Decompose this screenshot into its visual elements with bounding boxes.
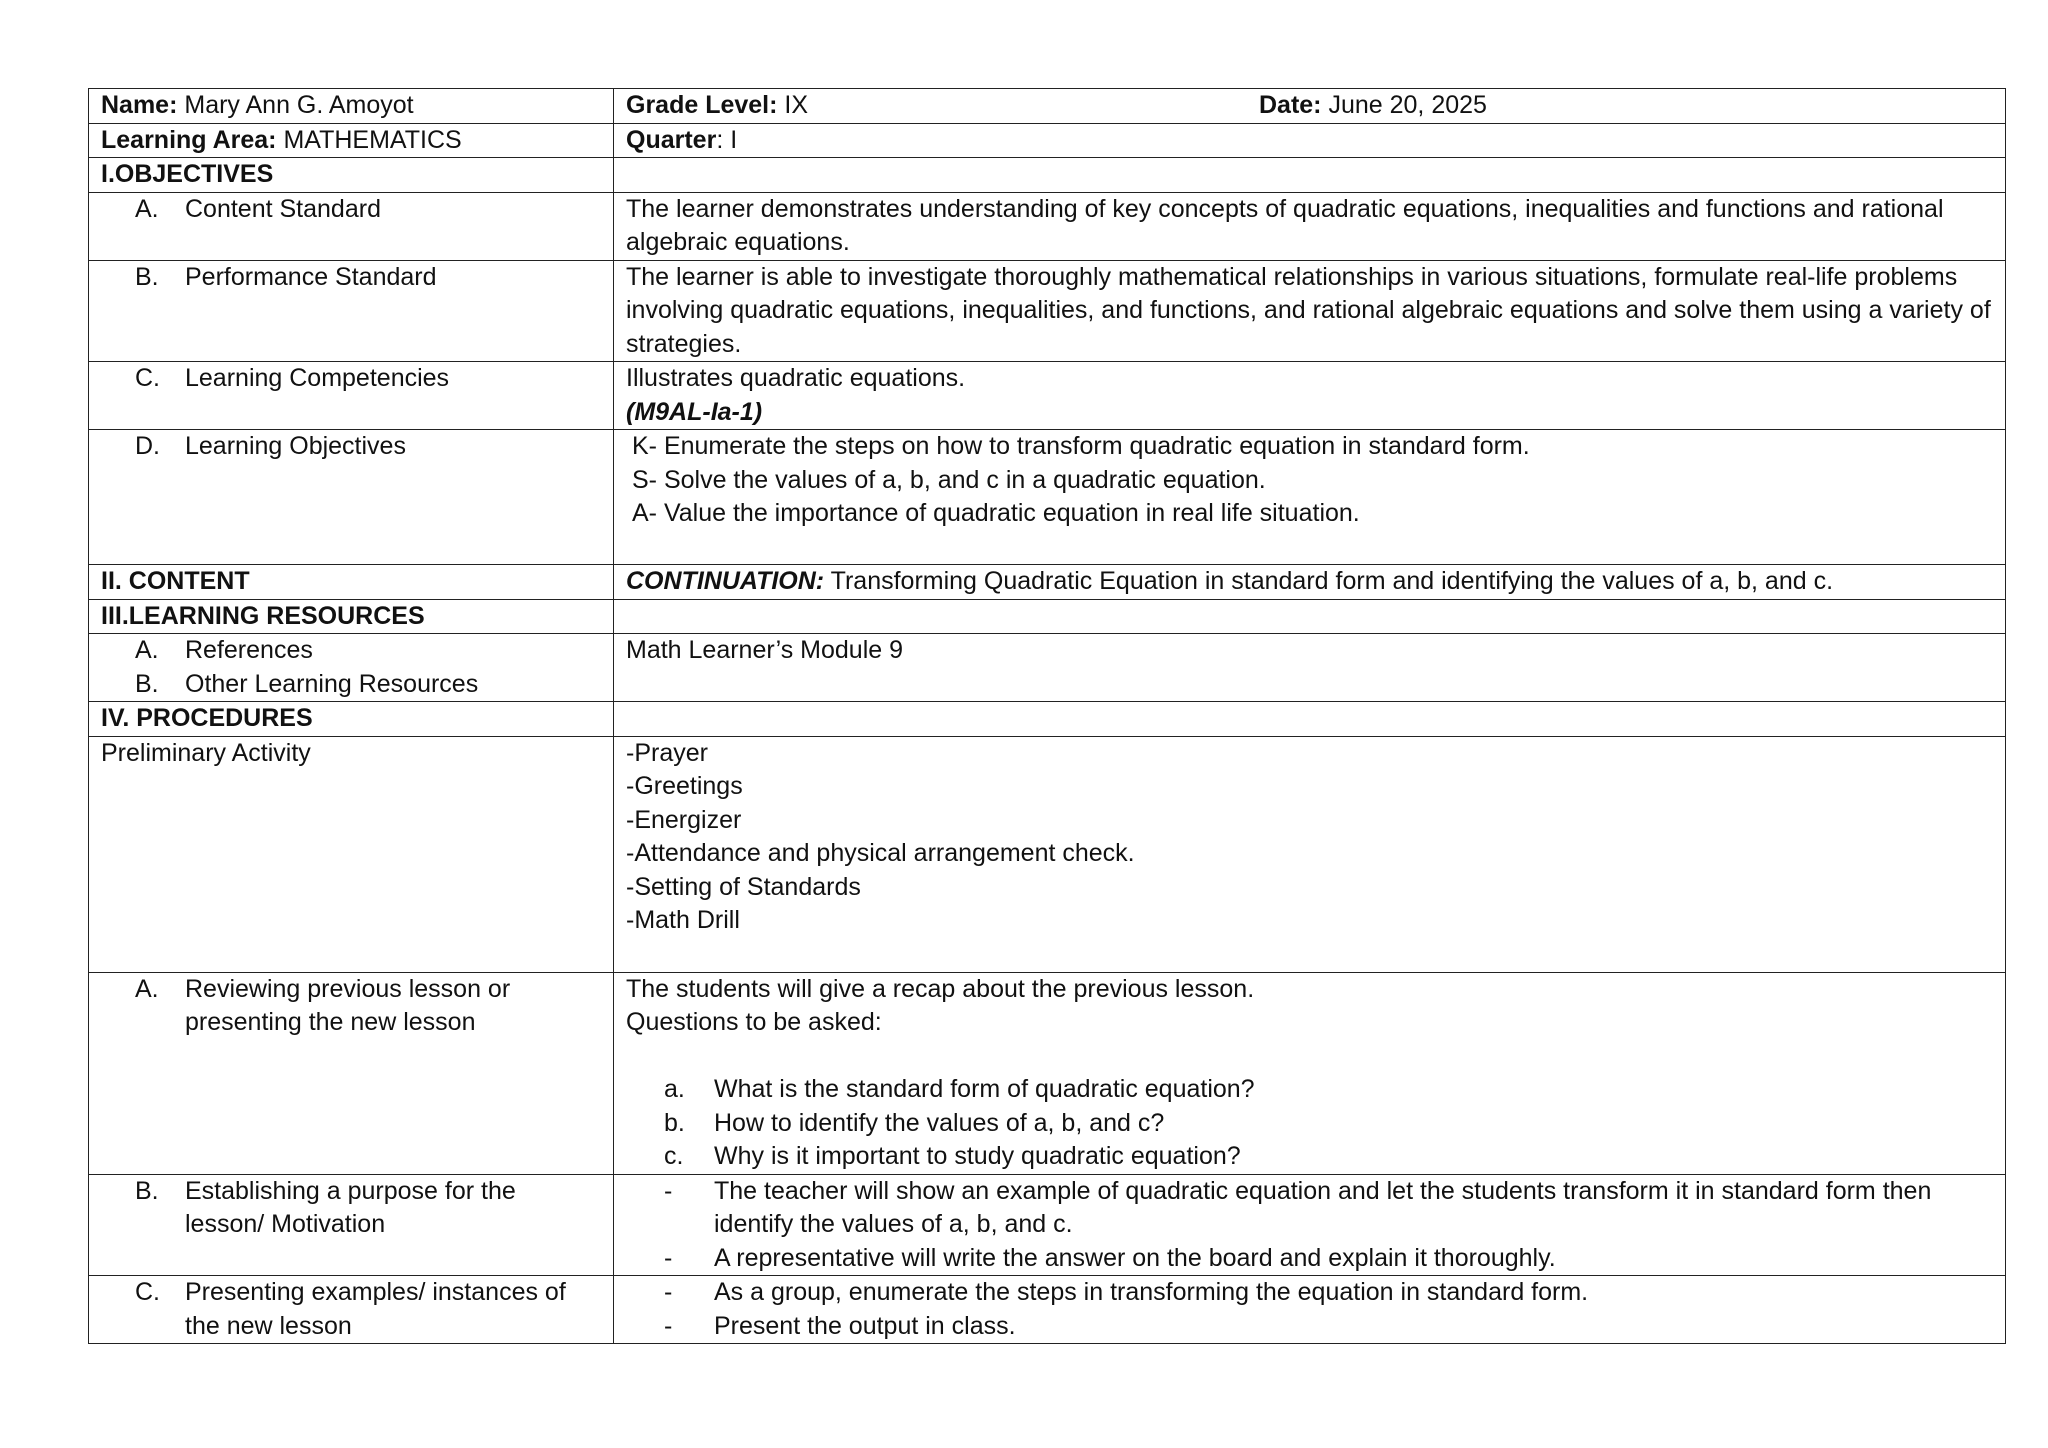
other-resources-marker: B.: [135, 669, 159, 698]
name-value: Mary Ann G. Amoyot: [177, 91, 414, 119]
learning-competencies-marker: C.: [135, 364, 160, 392]
list-item: [626, 1242, 1993, 1276]
preliminary-label: Preliminary Activity: [89, 736, 614, 972]
performance-standard-text: The learner is able to investigate thoroughly mathematical relationships in various situations, formulate real-life problems involving quadratic equations, inequalities, and functions, and rational algebraic equations and solve them using a variety of strategies.: [614, 260, 2006, 362]
references-label: References: [185, 636, 313, 664]
header-row-2: [89, 123, 2006, 158]
reviewing-label: Reviewing previous lesson or presenting the new lesson: [185, 974, 511, 1036]
resources-heading: III.LEARNING RESOURCES: [89, 599, 614, 634]
question-text: How to identify the values of a, b, and c?: [714, 1108, 1165, 1137]
objectives-heading-row: [89, 158, 2006, 193]
list-item: -Math Drill: [626, 906, 740, 934]
list-marker: -: [664, 1243, 673, 1272]
other-resources-label: Other Learning Resources: [185, 669, 479, 698]
presenting-text: Present the output in class.: [714, 1311, 1016, 1340]
empty-cell: [614, 599, 2006, 634]
content-text: Transforming Quadratic Equation in standard form and identifying the values of a, b, and c.: [824, 567, 1834, 595]
content-row: [89, 565, 2006, 600]
list-item: -Setting of Standards: [626, 872, 861, 901]
purpose-text: A representative will write the answer on the board and explain it thoroughly.: [714, 1243, 1556, 1272]
learning-objectives-row: [89, 430, 2006, 565]
resources-row: [89, 634, 2006, 702]
objective-knowledge: K- Enumerate the steps on how to transform quadratic equation in standard form.: [632, 432, 1530, 460]
header-row-1: [89, 89, 2006, 124]
list-item: [626, 1310, 1993, 1344]
presenting-cell: [614, 1276, 2006, 1344]
learning-competencies-label-cell: [89, 362, 614, 430]
learning-area-cell: [89, 123, 614, 158]
learning-competencies-row: [89, 362, 2006, 430]
learning-competencies-cell: [614, 362, 2006, 430]
list-item: [626, 1140, 1993, 1174]
purpose-cell: [614, 1174, 2006, 1276]
list-marker: -: [664, 1278, 673, 1306]
procedures-heading: IV. PROCEDURES: [89, 702, 614, 737]
list-marker: -: [664, 1176, 673, 1205]
purpose-row: [89, 1174, 2006, 1276]
list-item: [626, 1073, 1993, 1107]
reviewing-questions-intro: Questions to be asked:: [626, 1008, 882, 1036]
name-label: Name:: [101, 91, 178, 119]
grade-value: IX: [777, 91, 809, 119]
list-item: -Prayer: [626, 738, 708, 767]
resources-label-cell: [89, 634, 614, 702]
list-item: [626, 1276, 1993, 1310]
content-standard-label-cell: [89, 192, 614, 260]
name-cell: [89, 89, 614, 124]
performance-standard-label-cell: [89, 260, 614, 362]
quarter-cell: [614, 123, 2006, 158]
reviewing-marker: A.: [135, 974, 159, 1003]
learning-competencies-text: Illustrates quadratic equations.: [626, 364, 966, 392]
date-value: June 20, 2025: [1321, 91, 1487, 119]
content-lead: CONTINUATION:: [626, 567, 825, 595]
reviewing-row: [89, 972, 2006, 1174]
lesson-plan-document: [88, 88, 2006, 1344]
presenting-label: Presenting examples/ instances of the new lesson: [185, 1278, 566, 1340]
learning-objectives-label: Learning Objectives: [185, 432, 406, 460]
objectives-heading: I.OBJECTIVES: [89, 158, 614, 193]
empty-cell: [614, 158, 2006, 193]
purpose-label-cell: [89, 1174, 614, 1276]
list-item: [626, 1175, 1993, 1242]
date-label: Date:: [1259, 91, 1322, 119]
list-item: -Energizer: [626, 805, 742, 834]
question-text: Why is it important to study quadratic equation?: [714, 1142, 1241, 1170]
content-standard-text: The learner demonstrates understanding of key concepts of quadratic equations, inequalities and functions and rational algebraic equations.: [614, 192, 2006, 260]
learning-competencies-label: Learning Competencies: [185, 364, 450, 392]
preliminary-cell: [614, 736, 2006, 972]
purpose-marker: B.: [135, 1176, 159, 1205]
reviewing-cell: [614, 972, 2006, 1174]
list-marker: -: [664, 1311, 673, 1340]
presenting-label-cell: [89, 1276, 614, 1344]
content-heading: II. CONTENT: [89, 565, 614, 600]
presenting-marker: C.: [135, 1278, 160, 1306]
learning-objectives-cell: [614, 430, 2006, 565]
question-text: What is the standard form of quadratic equation?: [714, 1075, 1255, 1103]
reviewing-intro: The students will give a recap about the previous lesson.: [626, 974, 1255, 1003]
quarter-value: : I: [716, 125, 738, 154]
list-marker: c.: [664, 1142, 684, 1170]
content-cell: [614, 565, 2006, 600]
content-standard-label: Content Standard: [185, 194, 381, 223]
list-marker: a.: [664, 1075, 685, 1103]
grade-date-cell: [614, 89, 2006, 124]
performance-standard-row: [89, 260, 2006, 362]
reviewing-label-cell: [89, 972, 614, 1174]
purpose-text: The teacher will show an example of quadratic equation and let the students transform it in standard form then identify the values of a, b, and c.: [714, 1176, 1932, 1238]
performance-standard-marker: B.: [135, 262, 159, 291]
list-item: [626, 1107, 1993, 1141]
grade-label: Grade Level:: [626, 91, 778, 119]
presenting-text: As a group, enumerate the steps in transforming the equation in standard form.: [714, 1278, 1589, 1306]
list-marker: b.: [664, 1108, 685, 1137]
learning-area-label: Learning Area:: [101, 125, 277, 154]
procedures-heading-row: [89, 702, 2006, 737]
preliminary-row: [89, 736, 2006, 972]
objective-attitude: A- Value the importance of quadratic equation in real life situation.: [632, 499, 1360, 527]
list-item: -Attendance and physical arrangement check.: [626, 839, 1135, 867]
empty-cell: [614, 702, 2006, 737]
purpose-label: Establishing a purpose for the lesson/ Motivation: [185, 1176, 516, 1238]
references-marker: A.: [135, 636, 159, 664]
learning-objectives-label-cell: [89, 430, 614, 565]
quarter-label: Quarter: [626, 125, 717, 154]
learning-area-value: MATHEMATICS: [276, 125, 462, 154]
lesson-plan-table: [88, 88, 2006, 1344]
list-item: -Greetings: [626, 772, 743, 800]
resources-text: Math Learner’s Module 9: [614, 634, 2006, 702]
objective-skill: S- Solve the values of a, b, and c in a quadratic equation.: [632, 465, 1266, 494]
presenting-row: [89, 1276, 2006, 1344]
content-standard-row: [89, 192, 2006, 260]
content-standard-marker: A.: [135, 194, 159, 223]
competency-code: (M9AL-Ia-1): [626, 397, 763, 426]
learning-objectives-marker: D.: [135, 432, 160, 460]
performance-standard-label: Performance Standard: [185, 262, 437, 291]
resources-heading-row: [89, 599, 2006, 634]
